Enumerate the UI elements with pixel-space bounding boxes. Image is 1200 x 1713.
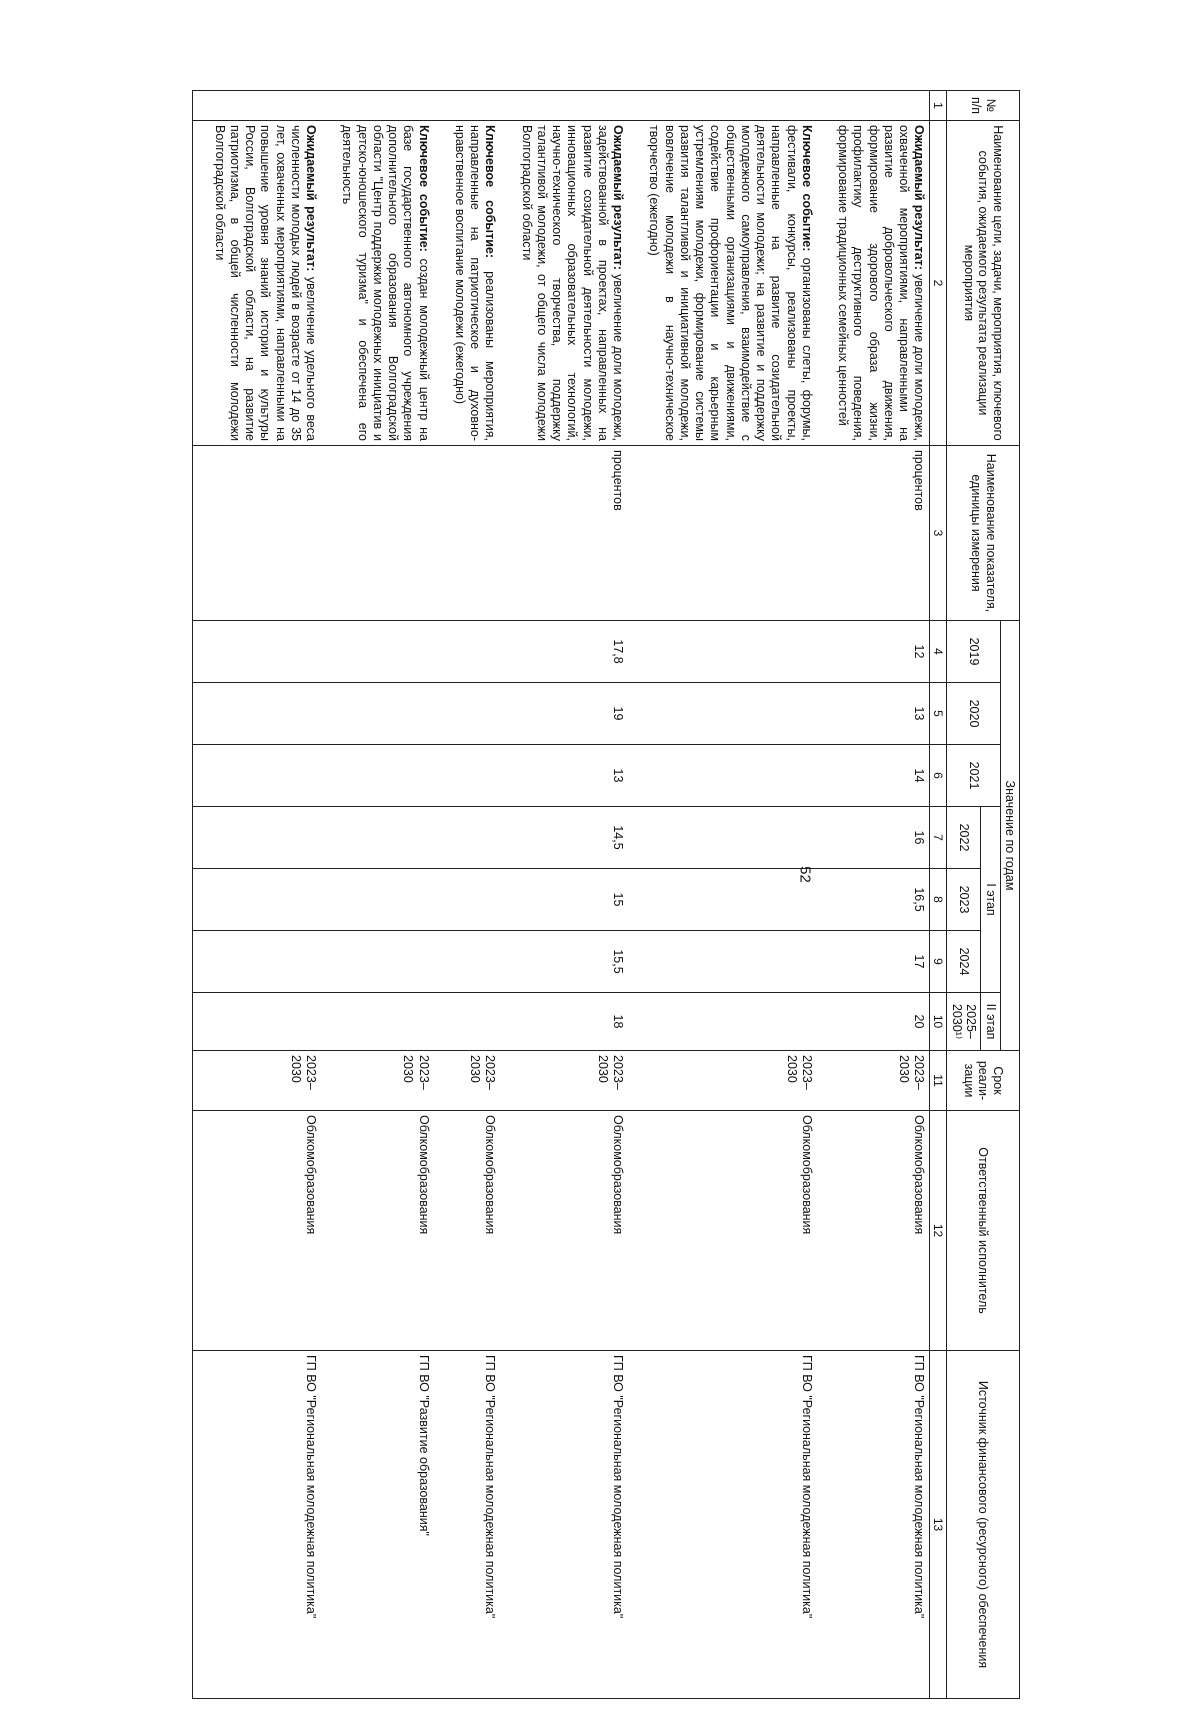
column-number: 8 <box>930 869 947 931</box>
row-term: 2023–2030 <box>434 1051 501 1111</box>
rotated-table-container <box>120 90 1020 1670</box>
table-row <box>193 91 321 1699</box>
row-description <box>193 121 321 446</box>
row-executor: Облкомобразования <box>628 1111 817 1351</box>
value-2024 <box>193 931 321 993</box>
value-2021 <box>321 745 434 807</box>
page-number: 52 <box>796 866 814 883</box>
value-2023 <box>434 869 501 931</box>
column-number: 5 <box>930 683 947 745</box>
column-number: 9 <box>930 931 947 993</box>
value-2023 <box>321 869 434 931</box>
header-no: № п/п <box>947 91 1020 121</box>
header-indicator: Наименование показателя, единицы измерения <box>947 446 1020 621</box>
row-text: увеличение доли молодежи, задействованной в проектах, направленных на развитие созидательной деятельности молодежи, инновационных образовательных технологий, научно-технического творчества, поддержку талантливой молодежи, от общего числа молодежи Волгоградской области <box>519 125 626 441</box>
row-executor: Облкомобразования <box>434 1111 501 1351</box>
row-term: 2023–2030 <box>628 1051 817 1111</box>
column-number: 3 <box>930 446 947 621</box>
column-number: 11 <box>930 1051 947 1111</box>
row-description <box>817 121 930 446</box>
row-term: 2023–2030 <box>817 1051 930 1111</box>
value-2020: 19 <box>501 683 629 745</box>
value-2022: 16 <box>817 807 930 869</box>
row-indicator <box>434 446 501 621</box>
column-number: 13 <box>930 1351 947 1699</box>
row-text: увеличение удельного веса численности молодых людей в возрасте от 14 до 35 лет, охваченных мероприятиями, направленными на повышение уровня знаний истории и культуры России, Волгоградской области, на развитие патриотизма, в общей численности молодежи Волгоградской области <box>212 125 319 441</box>
row-text: реализованы мероприятия, направленные на патриотическое и духовно-нравственное воспитание молодежи (ежегодно) <box>453 125 498 441</box>
row-source: ГП ВО "Региональная молодежная политика" <box>628 1351 817 1699</box>
row-indicator <box>193 446 321 621</box>
value-2023 <box>193 869 321 931</box>
header-2020: 2020 <box>947 683 1000 745</box>
column-number: 4 <box>930 621 947 683</box>
header-2022: 2022 <box>947 807 981 869</box>
value-2019: 17,8 <box>501 621 629 683</box>
row-number <box>193 91 321 121</box>
row-lead: Ожидаемый результат: <box>304 125 319 272</box>
header-values-group: Значение по годам <box>1000 621 1019 1051</box>
value-2020: 13 <box>817 683 930 745</box>
column-number: 2 <box>930 121 947 446</box>
column-number: 10 <box>930 993 947 1051</box>
column-number: 1 <box>930 91 947 121</box>
row-executor: Облкомобразования <box>501 1111 629 1351</box>
table-row <box>817 91 930 1699</box>
row-executor: Облкомобразования <box>817 1111 930 1351</box>
row-lead: Ключевое событие: <box>800 125 814 252</box>
value-2024 <box>321 931 434 993</box>
value-2021 <box>628 745 817 807</box>
value-2025-2030 <box>321 993 434 1051</box>
row-description <box>434 121 501 446</box>
value-2020 <box>193 683 321 745</box>
value-2021: 13 <box>501 745 629 807</box>
indicators-table <box>193 90 1021 1699</box>
row-executor: Облкомобразования <box>193 1111 321 1351</box>
value-2020 <box>434 683 501 745</box>
header-exec: Ответственный исполнитель <box>947 1111 1020 1351</box>
row-source: ГП ВО "Региональная молодежная политика" <box>817 1351 930 1699</box>
value-2019 <box>434 621 501 683</box>
value-2021: 14 <box>817 745 930 807</box>
table-body <box>193 91 930 1699</box>
value-2019 <box>628 621 817 683</box>
row-text: создан молодежный центр на базе государственного автономного учреждения дополнительного образования Волгоградской области "Центр поддержки молодежных инициатив и детско-юношеского туризма" и обеспечена его деятельность <box>340 125 431 441</box>
column-number: 12 <box>930 1111 947 1351</box>
value-2019: 12 <box>817 621 930 683</box>
header-2021: 2021 <box>947 745 1000 807</box>
row-number <box>321 91 434 121</box>
value-2021 <box>434 745 501 807</box>
value-2022 <box>434 807 501 869</box>
value-2020 <box>321 683 434 745</box>
table-row <box>501 91 629 1699</box>
row-term: 2023–2030 <box>321 1051 434 1111</box>
row-indicator: процентов <box>501 446 629 621</box>
value-2025-2030: 20 <box>817 993 930 1051</box>
value-2025-2030: 18 <box>501 993 629 1051</box>
value-2024: 17 <box>817 931 930 993</box>
header-stage-2: II этап <box>981 993 1000 1051</box>
row-number <box>501 91 629 121</box>
value-2025-2030 <box>193 993 321 1051</box>
row-indicator <box>321 446 434 621</box>
value-2022 <box>193 807 321 869</box>
row-source: ГП ВО "Региональная молодежная политика" <box>434 1351 501 1699</box>
table-row <box>628 91 817 1699</box>
header-2024: 2024 <box>947 931 981 993</box>
value-2022: 14,5 <box>501 807 629 869</box>
header-2019: 2019 <box>947 621 1000 683</box>
row-description <box>321 121 434 446</box>
row-term: 2023–2030 <box>193 1051 321 1111</box>
value-2022 <box>628 807 817 869</box>
header-stage-1: I этап <box>981 807 1000 993</box>
row-lead: Ключевое событие: <box>416 125 431 252</box>
row-executor: Облкомобразования <box>321 1111 434 1351</box>
row-description <box>628 121 817 446</box>
row-source: ГП ВО "Региональная молодежная политика" <box>193 1351 321 1699</box>
value-2021 <box>193 745 321 807</box>
row-text: увеличение доли молодежи, охваченной мероприятиями, направленными на развитие добровольческого движения, формирование здорового образа жизни, профилактику деструктивного поведения, формирование традиционных семейных ценностей <box>836 125 927 441</box>
header-term: Срок реали-зации <box>947 1051 1020 1111</box>
row-lead: Ожидаемый результат: <box>611 125 626 270</box>
row-indicator: процентов <box>817 446 930 621</box>
row-lead: Ключевое событие: <box>483 125 498 259</box>
value-2023 <box>628 869 817 931</box>
row-lead: Ожидаемый результат: <box>912 125 927 270</box>
value-2024 <box>434 931 501 993</box>
value-2022 <box>321 807 434 869</box>
table-row <box>434 91 501 1699</box>
value-2024: 15,5 <box>501 931 629 993</box>
row-source: ГП ВО "Региональная молодежная политика" <box>501 1351 629 1699</box>
row-indicator <box>628 446 817 621</box>
value-2019 <box>193 621 321 683</box>
header-name: Наименование цели, задачи, мероприятия, ключевого события, ожидаемого результата реализации мероприятия <box>947 121 1020 446</box>
row-text: организованы слеты, форумы, фестивали, конкурсы, реализованы проекты, направленные на развитие созидательной деятельности молодежи; на развитие и поддержку молодежного самоуправления, взаимодействие с общественными организациями и движениями, содействие профориентации и карьерным устремлениям молодежи, формирование системы развития талантливой и инициативной молодежи, вовлечение молодежи в научно-техническое творчество (ежегодно) <box>647 125 814 441</box>
header-source: Источник финансового (ресурсного) обеспечения <box>947 1351 1020 1699</box>
value-2025-2030 <box>434 993 501 1051</box>
column-number: 6 <box>930 745 947 807</box>
header-2023: 2023 <box>947 869 981 931</box>
row-term: 2023–2030 <box>501 1051 629 1111</box>
header-2025-2030: 2025–2030¹⁾ <box>947 993 981 1051</box>
column-number: 7 <box>930 807 947 869</box>
value-2020 <box>628 683 817 745</box>
row-source: ГП ВО "Развитие образования" <box>321 1351 434 1699</box>
value-2023: 15 <box>501 869 629 931</box>
value-2024 <box>628 931 817 993</box>
row-number <box>628 91 817 121</box>
row-description <box>501 121 629 446</box>
row-number <box>817 91 930 121</box>
value-2023: 16,5 <box>817 869 930 931</box>
table-row <box>321 91 434 1699</box>
value-2019 <box>321 621 434 683</box>
row-number <box>434 91 501 121</box>
value-2025-2030 <box>628 993 817 1051</box>
